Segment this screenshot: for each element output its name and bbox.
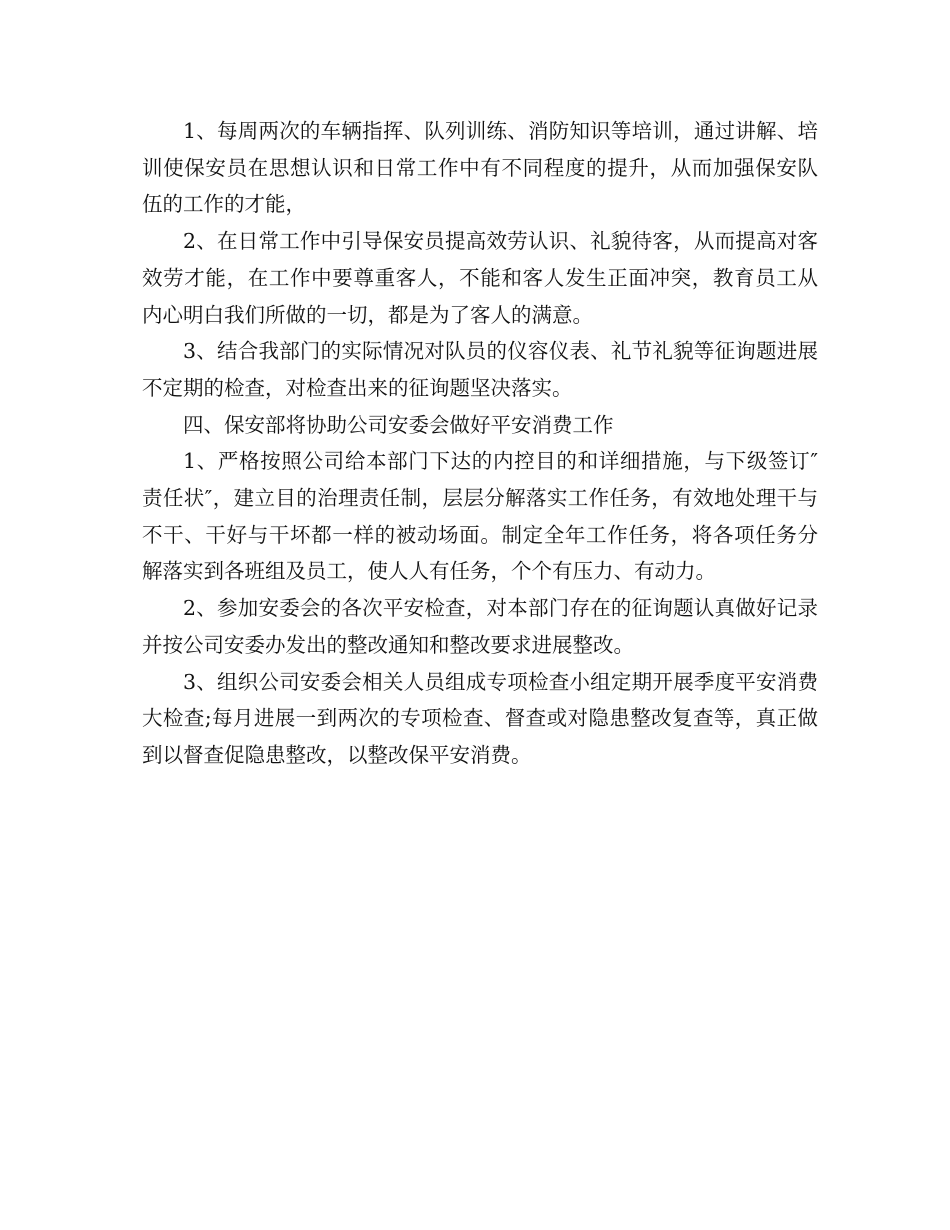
paragraph-training: 1、每周两次的车辆指挥、队列训练、消防知识等培训，通过讲解、培训使保安员在思想认识和日常工作中有不同程度的提升，从而加强保安队伍的工作的才能，	[142, 119, 818, 217]
paragraph-inspection: 3、结合我部门的实际情况对队员的仪容仪表、礼节礼貌等征询题进展不定期的检查，对检查出来的征询题坚决落实。	[142, 339, 818, 400]
paragraph-responsibility: 1、严格按照公司给本部门下达的内控目的和详细措施，与下级签订″责任状″，建立目的治理责任制，层层分解落实工作任务，有效地处理干与不干、干好与干坏都一样的被动场面。制定全年工作任务，将各项任务分解落实到各班组及员工，使人人有任务，个个有压力、有动力。	[142, 449, 818, 584]
section-heading-safety: 四、保安部将协助公司安委会做好平安消费工作	[183, 412, 614, 437]
document-body	[142, 113, 818, 774]
paragraph-service-awareness: 2、在日常工作中引导保安员提高效劳认识、礼貌待客，从而提高对客效劳才能，在工作中要尊重客人，不能和客人发生正面冲突，教育员工从内心明白我们所做的一切，都是为了客人的满意。	[142, 229, 818, 327]
paragraph-rectification: 2、参加安委会的各次平安检查，对本部门存在的征询题认真做好记录并按公司安委办发出的整改通知和整改要求进展整改。	[142, 596, 818, 657]
paragraph-quarterly-check: 3、组织公司安委会相关人员组成专项检查小组定期开展季度平安消费大检查;每月进展一到两次的专项检查、督查或对隐患整改复查等，真正做到以督查促隐患整改，以整改保平安消费。	[142, 669, 818, 767]
